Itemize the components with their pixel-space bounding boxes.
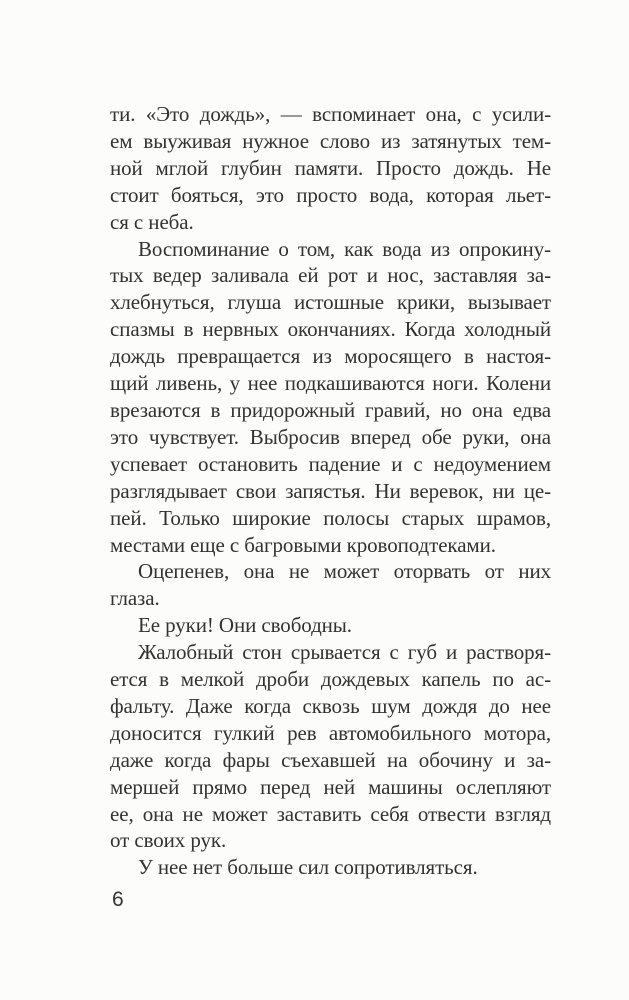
text-line: фальту. Даже когда сквозь шум дождя до нее bbox=[110, 693, 551, 718]
text-line: дождь превращается из моросящего в настоя- bbox=[110, 344, 551, 369]
text-line: Жалобный стон срывается с губ и растворя- bbox=[138, 640, 551, 665]
text-line: ется в мелкой дроби дождевых капель по ас- bbox=[110, 667, 551, 692]
page-text bbox=[110, 101, 551, 881]
text-line: доносится гулкий рев автомобильного мотора, bbox=[110, 720, 551, 745]
paragraph bbox=[110, 854, 551, 881]
text-line: успевает остановить падение и с недоумением bbox=[110, 451, 551, 476]
text-line: спазмы в нервных окончаниях. Когда холодный bbox=[110, 317, 551, 342]
text-line: тых ведер заливала ей рот и нос, заставляя за- bbox=[110, 263, 551, 288]
text-line: Ее руки! Они свободны. bbox=[138, 613, 352, 638]
paragraph bbox=[110, 236, 551, 559]
text-line: от своих рук. bbox=[110, 828, 227, 853]
text-line: ной мглой глубин памяти. Просто дождь. Не bbox=[110, 155, 551, 180]
text-line: ем выуживая нужное слово из затянутых тем- bbox=[110, 128, 551, 153]
text-line: У нее нет больше сил сопротивляться. bbox=[138, 855, 478, 880]
text-line: хлебнуться, глуша истошные крики, вызывает bbox=[110, 290, 551, 315]
text-line: местами еще с багровыми кровоподтеками. bbox=[110, 532, 496, 557]
paragraph bbox=[110, 101, 551, 236]
paragraph bbox=[110, 612, 551, 639]
text-line: разглядывает свои запястья. Ни веревок, ни це- bbox=[110, 478, 551, 503]
text-line: стоит бояться, это просто вода, которая льет- bbox=[110, 182, 551, 207]
text-line: ее, она не может заставить себя отвести взгляд bbox=[110, 801, 551, 826]
text-line: мершей прямо перед ней машины ослепляют bbox=[110, 774, 551, 799]
text-line: Воспоминание о том, как вода из опрокину- bbox=[138, 236, 551, 261]
text-line: ся с неба. bbox=[110, 209, 194, 234]
text-line: глаза. bbox=[110, 586, 160, 611]
paragraph bbox=[110, 639, 551, 854]
text-line: даже когда фары съехавшей на обочину и за- bbox=[110, 747, 551, 772]
text-line: это чувствует. Выбросив вперед обе руки, она bbox=[110, 424, 551, 449]
text-line: врезаются в придорожный гравий, но она едва bbox=[110, 397, 551, 422]
paragraph bbox=[110, 558, 551, 612]
text-line: щий ливень, у нее подкашиваются ноги. Колени bbox=[110, 371, 551, 396]
page-number: 6 bbox=[112, 888, 124, 911]
text-line: ти. «Это дождь», — вспоминает она, с усили- bbox=[110, 102, 551, 126]
text-line: Оцепенев, она не может оторвать от них bbox=[138, 559, 551, 584]
text-line: пей. Только широкие полосы старых шрамов, bbox=[110, 505, 551, 530]
